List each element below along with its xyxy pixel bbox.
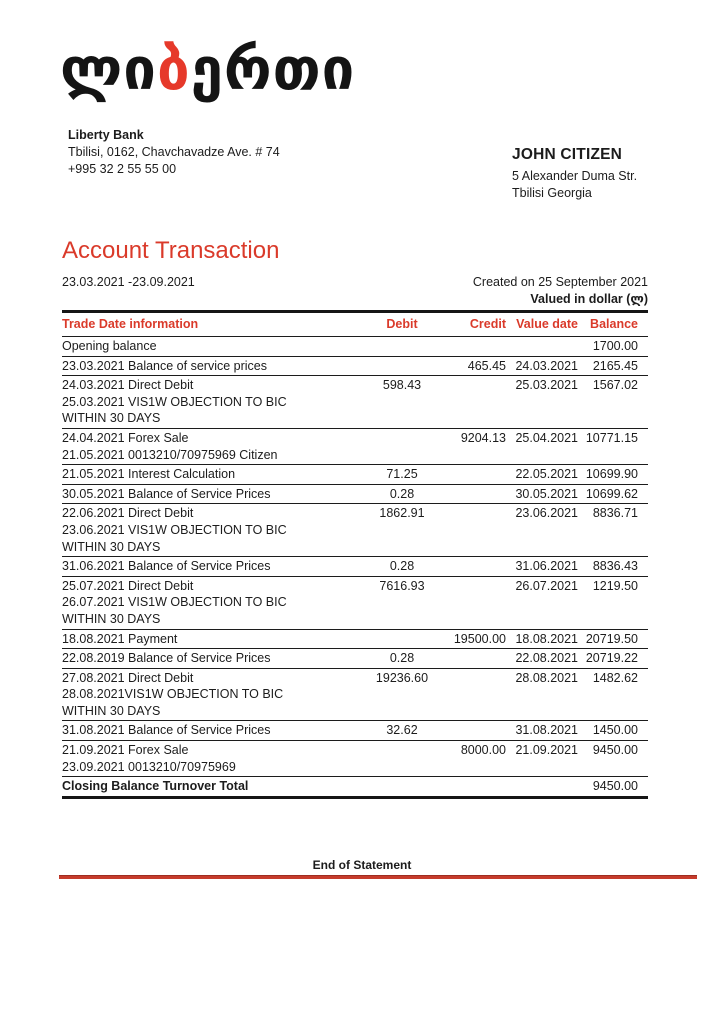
column-header-balance: Balance (590, 317, 638, 331)
end-of-statement-label: End of Statement (312, 858, 412, 872)
cell-credit: 19500.00 (453, 631, 506, 646)
cell-info: 22.06.2021 Direct Debit 23.06.2021 VIS1W OBJECTION TO BIC WITHIN 30 DAYS (62, 506, 287, 554)
cell-balance: 10699.62 (585, 486, 638, 501)
cell-info: 24.04.2021 Forex Sale 21.05.2021 0013210/70975969 Citizen (62, 430, 278, 462)
cell-info: 23.03.2021 Balance of service prices (62, 358, 267, 373)
cell-debit: 71.25 (386, 467, 418, 482)
cell-debit: 0.28 (389, 559, 415, 574)
cell-value_date: 31.08.2021 (515, 723, 578, 738)
cell-value_date: 22.08.2021 (515, 651, 578, 666)
cell-credit (440, 557, 508, 577)
transactions-body (62, 337, 648, 777)
cell-info: 30.05.2021 Balance of Service Prices (62, 486, 271, 501)
bank-address: Tbilisi, 0162, Chavchavadze Ave. # 74 (68, 145, 280, 159)
cell-value_date: 22.05.2021 (515, 467, 578, 482)
cell-debit: 0.28 (389, 651, 415, 666)
cell-info: 31.06.2021 Balance of Service Prices (62, 559, 271, 574)
footer-divider (59, 875, 697, 879)
logo-text-pre: ლი (60, 35, 157, 103)
cell-credit (440, 649, 508, 669)
cell-balance: 1482.62 (592, 670, 638, 685)
cell-value_date: 31.06.2021 (515, 559, 578, 574)
cell-credit (440, 668, 508, 721)
cell-debit (364, 629, 440, 649)
table-row (62, 649, 648, 669)
cell-credit (440, 465, 508, 485)
cell-balance: 20719.22 (585, 651, 638, 666)
bank-name: Liberty Bank (68, 128, 144, 142)
cell-info: 21.09.2021 Forex Sale 23.09.2021 0013210/70975969 (62, 743, 236, 774)
logo-text-post: ერთი (190, 35, 356, 103)
cell-credit (440, 484, 508, 504)
cell-value_date: 25.03.2021 (515, 378, 578, 393)
cell-debit (364, 428, 440, 464)
cell-debit (364, 337, 440, 357)
customer-name: JOHN CITIZEN (512, 146, 623, 163)
table-row (62, 721, 648, 741)
cell-credit (440, 376, 508, 429)
statement-period: 23.03.2021 -23.09.2021 (62, 275, 195, 289)
table-row (62, 465, 648, 485)
cell-value_date (508, 337, 580, 357)
cell-debit: 7616.93 (379, 578, 425, 593)
cell-balance: 1450.00 (592, 723, 638, 738)
cell-info: 22.08.2019 Balance of Service Prices (62, 651, 271, 666)
cell-value_date: 21.09.2021 (515, 743, 578, 758)
cell-value_date: 23.06.2021 (515, 506, 578, 521)
valued-in-label: Valued in dollar (ლ) (530, 292, 648, 306)
cell-balance: 8836.71 (592, 506, 638, 521)
closing-label: Closing Balance Turnover Total (62, 779, 249, 794)
cell-debit: 598.43 (382, 378, 422, 393)
cell-value_date: 28.08.2021 (515, 670, 578, 685)
column-header-debit: Debit (386, 317, 418, 331)
cell-balance: 1219.50 (592, 578, 638, 593)
cell-credit (440, 721, 508, 741)
table-row (62, 576, 648, 629)
closing-credit (440, 777, 508, 798)
table-header-row (62, 312, 648, 337)
cell-info: 25.07.2021 Direct Debit 26.07.2021 VIS1W OBJECTION TO BIC WITHIN 30 DAYS (62, 578, 287, 626)
table-row (62, 741, 648, 777)
cell-value_date: 24.03.2021 (515, 358, 578, 373)
table-row (62, 557, 648, 577)
column-header-info: Trade Date information (62, 317, 199, 331)
closing-value-date (508, 777, 580, 798)
cell-credit: 9204.13 (460, 430, 506, 445)
liberty-bank-logo (60, 36, 355, 103)
cell-credit (440, 504, 508, 557)
cell-balance: 2165.45 (592, 358, 638, 373)
transactions-table (62, 310, 648, 799)
page-title: Account Transaction (62, 237, 280, 264)
logo-text-accent: ბ (157, 35, 191, 103)
cell-value_date: 30.05.2021 (515, 486, 578, 501)
cell-info: 21.05.2021 Interest Calculation (62, 467, 236, 482)
cell-balance: 1567.02 (592, 378, 638, 393)
cell-debit (364, 741, 440, 777)
closing-debit (364, 777, 440, 798)
bank-phone: +995 32 2 55 55 00 (68, 162, 177, 176)
customer-info-block (512, 145, 637, 201)
created-on: Created on 25 September 2021 (472, 275, 648, 289)
cell-balance: 1700.00 (592, 339, 638, 353)
cell-info: 31.08.2021 Balance of Service Prices (62, 723, 271, 738)
table-row (62, 504, 648, 557)
table-row (62, 629, 648, 649)
cell-balance: 10699.90 (585, 467, 638, 482)
cell-debit: 32.62 (386, 723, 418, 738)
cell-value_date: 26.07.2021 (515, 578, 578, 593)
table-row (62, 428, 648, 464)
cell-value_date: 18.08.2021 (515, 631, 578, 646)
table-row (62, 484, 648, 504)
cell-balance: 10771.15 (585, 430, 638, 445)
cell-debit: 19236.60 (375, 670, 429, 685)
cell-balance: 9450.00 (592, 743, 638, 758)
cell-balance: 20719.50 (585, 631, 638, 646)
cell-credit (440, 337, 508, 357)
table-row (62, 356, 648, 376)
cell-info: 27.08.2021 Direct Debit 28.08.2021VIS1W OBJECTION TO BIC WITHIN 30 DAYS (62, 670, 284, 718)
column-header-credit: Credit (469, 317, 506, 331)
cell-credit (440, 576, 508, 629)
bank-info-block (68, 127, 280, 178)
cell-credit: 465.45 (467, 358, 506, 373)
customer-address-line2: Tbilisi Georgia (512, 185, 592, 200)
customer-address-line1: 5 Alexander Duma Str. (512, 169, 638, 184)
cell-debit (364, 356, 440, 376)
cell-value_date: 25.04.2021 (515, 430, 578, 445)
closing-balance: 9450.00 (592, 779, 638, 794)
cell-info: Opening balance (62, 339, 157, 353)
column-header-value-date: Value date (516, 317, 578, 331)
statement-meta-row (62, 275, 648, 289)
table-row (62, 376, 648, 429)
cell-debit: 0.28 (389, 486, 415, 501)
cell-info: 24.03.2021 Direct Debit 25.03.2021 VIS1W OBJECTION TO BIC WITHIN 30 DAYS (62, 378, 287, 426)
cell-info: 18.08.2021 Payment (62, 631, 178, 646)
table-row (62, 668, 648, 721)
cell-credit: 8000.00 (460, 743, 506, 758)
cell-debit: 1862.91 (379, 506, 425, 521)
table-row (62, 337, 648, 357)
cell-balance: 8836.43 (592, 559, 638, 574)
closing-row (62, 777, 648, 798)
